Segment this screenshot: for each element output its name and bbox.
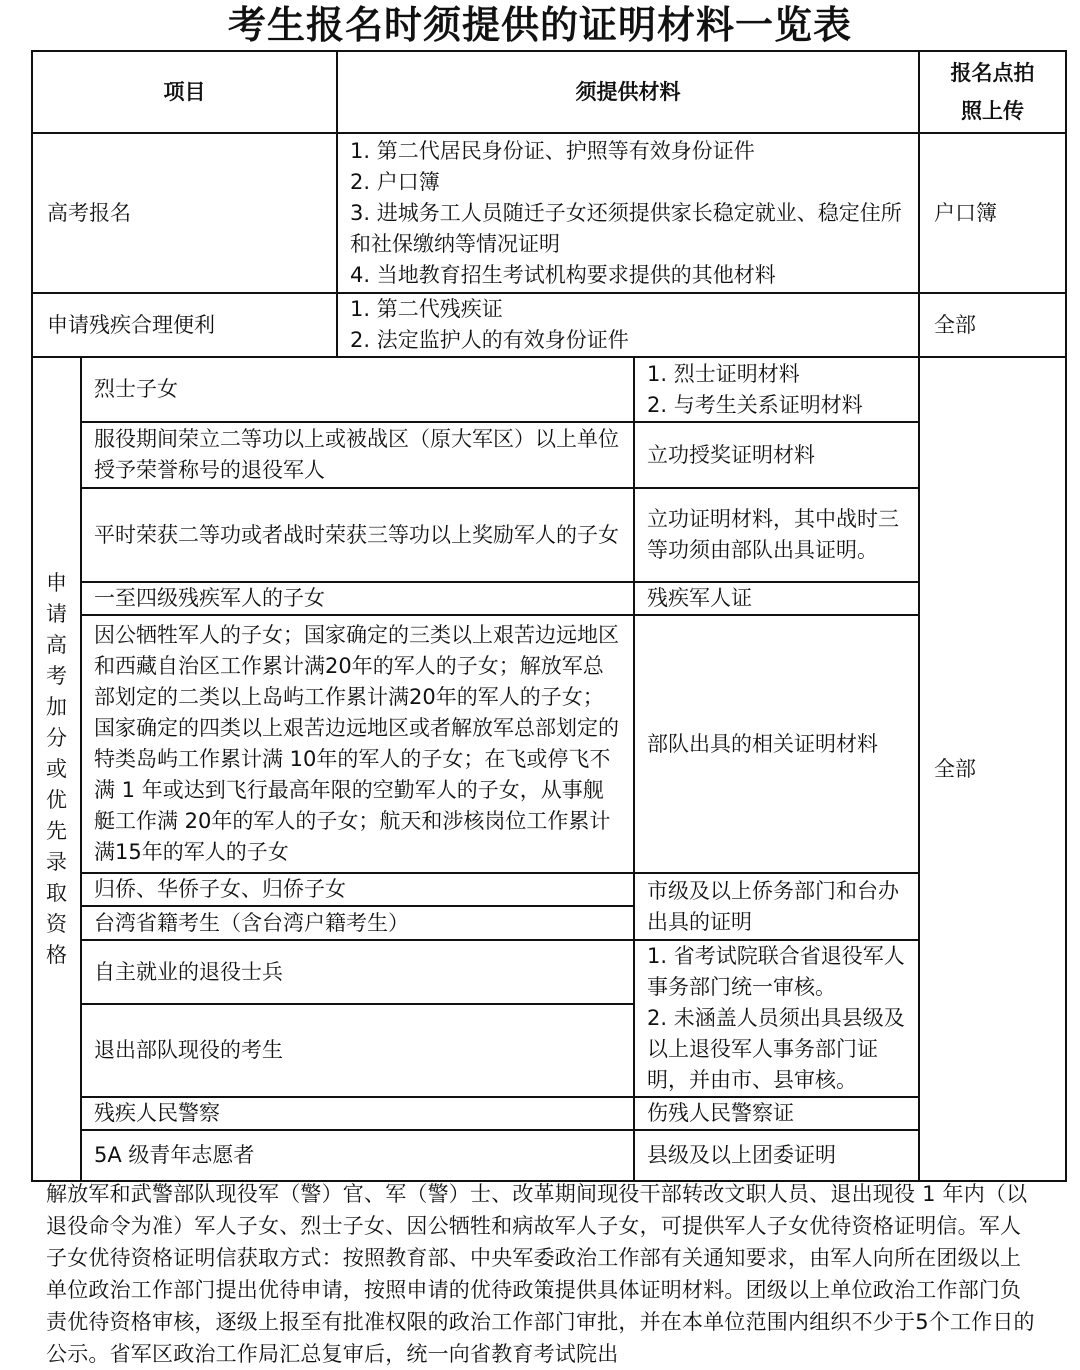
bonus-materials: 部队出具的相关证明材料 (634, 615, 919, 873)
bonus-subtable (82, 358, 919, 1180)
bonus-item: 台湾省籍考生（含台湾户籍考生） (82, 906, 634, 940)
bonus-label-char: 考 (46, 663, 67, 688)
disability-materials (337, 293, 919, 357)
materials-table (31, 50, 1067, 1182)
header-materials: 须提供材料 (337, 51, 919, 133)
bonus-label-char: 录 (46, 849, 67, 874)
bonus-item: 残疾人民警察 (82, 1097, 634, 1130)
bonus-item: 服役期间荣立二等功以上或被战区（原大军区）以上单位授予荣誉称号的退役军人 (82, 422, 634, 488)
bonus-materials: 市级及以上侨务部门和台办出具的证明 (634, 873, 919, 940)
row-disability (32, 293, 1066, 357)
header-item: 项目 (32, 51, 337, 133)
bonus-row (82, 582, 919, 615)
row-gaokao (32, 133, 1066, 293)
disability-label: 申请残疾合理便利 (32, 293, 337, 357)
bonus-item: 烈士子女 (82, 358, 634, 422)
bonus-row (82, 1097, 919, 1130)
gaokao-label: 高考报名 (32, 133, 337, 293)
header-photo-upload (919, 51, 1066, 133)
disability-material-1: 1. 第二代残疾证 (350, 297, 503, 321)
bonus-item: 退出部队现役的考生 (82, 1004, 634, 1097)
bonus-label-char: 请 (46, 601, 67, 626)
bonus-upload: 全部 (919, 357, 1066, 1181)
bonus-materials: 残疾军人证 (634, 582, 919, 615)
gaokao-upload: 户口簿 (919, 133, 1066, 293)
bonus-label-char: 取 (46, 880, 67, 905)
header-photo-line1: 报名点拍 (950, 61, 1035, 85)
footnote: 解放军和武警部队现役军（警）官、军（警）士、改革期间现役干部转改文职人员、退出现役 1 年内（以退役命令为准）军人子女、烈士子女、因公牺牲和病故军人子女，可提供军人子女优待资格证明信。军人子女优待资格证明信获取方式：按照教育部、中央军委政治工作部有关通知要求，由军人向所在团级以上单位政治工作部门提出优待申请，按照申请的优待政策提供具体证明材料。团级以上单位政治工作部门负责优待资格审核，逐级上报至有批准权限的政治工作部门审批，并在本单位范围内组织不少于5个工作日的公示。省军区政治工作局汇总复审后，统一向省教育考试院出 (46, 1182, 1035, 1366)
bonus-item: 平时荣获二等功或者战时荣获三等功以上奖励军人的子女 (82, 488, 634, 582)
bonus-materials: 县级及以上团委证明 (634, 1130, 919, 1180)
bonus-vertical-label (32, 357, 81, 1181)
row-bonus (32, 357, 1066, 1181)
bonus-item: 一至四级残疾军人的子女 (82, 582, 634, 615)
gaokao-material-3: 3. 进城务工人员随迁子女还须提供家长稳定就业、稳定住所和社保缴纳等情况证明 (350, 200, 902, 256)
gaokao-material-2: 2. 户口簿 (350, 169, 440, 194)
bonus-item: 5A 级青年志愿者 (82, 1130, 634, 1180)
bonus-label-char: 分 (46, 725, 67, 750)
bonus-row (82, 422, 919, 488)
bonus-materials: 立功证明材料，其中战时三等功须由部队出具证明。 (634, 488, 919, 582)
bonus-label-char: 格 (46, 942, 67, 967)
header-photo-line2: 照上传 (961, 99, 1024, 123)
bonus-materials: 1. 烈士证明材料 2. 与考生关系证明材料 (634, 358, 919, 422)
gaokao-material-4: 4. 当地教育招生考试机构要求提供的其他材料 (350, 262, 776, 287)
disability-material-2: 2. 法定监护人的有效身份证件 (350, 328, 629, 352)
page-title: 考生报名时须提供的证明材料一览表 (227, 2, 852, 47)
bonus-item: 归侨、华侨子女、归侨子女 (82, 873, 634, 906)
bonus-row (82, 488, 919, 582)
gaokao-materials (337, 133, 919, 293)
bonus-item: 因公牺牲军人的子女；国家确定的三类以上艰苦边远地区和西藏自治区工作累计满20年的军人的子女；解放军总部划定的二类以上岛屿工作累计满20年的军人的子女；国家确定的四类以上艰苦边远地区或者解放军总部划定的特类岛屿工作累计满 10年的军人的子女；在飞或停飞不满 1 年或达到飞行最高年限的空勤军人的子女，从事舰艇工作满 20年的军人的子女；航天和涉核岗位工作累计满15年的军人的子女 (82, 615, 634, 873)
bonus-subtable-cell (81, 357, 919, 1181)
bonus-materials: 立功授奖证明材料 (634, 422, 919, 488)
bonus-row (82, 1130, 919, 1180)
gaokao-material-1: 1. 第二代居民身份证、护照等有效身份证件 (350, 138, 755, 163)
bonus-label-char: 申 (46, 570, 67, 595)
bonus-label-char: 资 (46, 911, 67, 936)
bonus-materials: 伤残人民警察证 (634, 1097, 919, 1130)
table-header-row (32, 51, 1066, 133)
bonus-label-char: 优 (46, 787, 67, 812)
bonus-row (82, 615, 919, 873)
disability-upload: 全部 (919, 293, 1066, 357)
bonus-label-char: 加 (46, 694, 67, 719)
bonus-row (82, 358, 919, 422)
bonus-materials: 1. 省考试院联合省退役军人事务部门统一审核。 2. 未涵盖人员须出具县级及以上退役军人事务部门证明，并由市、县审核。 (634, 940, 919, 1097)
bonus-row (82, 940, 919, 1004)
bonus-label-char: 高 (46, 632, 67, 657)
bonus-label-char: 或 (46, 756, 67, 781)
bonus-row (82, 873, 919, 906)
bonus-item: 自主就业的退役士兵 (82, 940, 634, 1004)
bonus-label-char: 先 (46, 818, 67, 843)
